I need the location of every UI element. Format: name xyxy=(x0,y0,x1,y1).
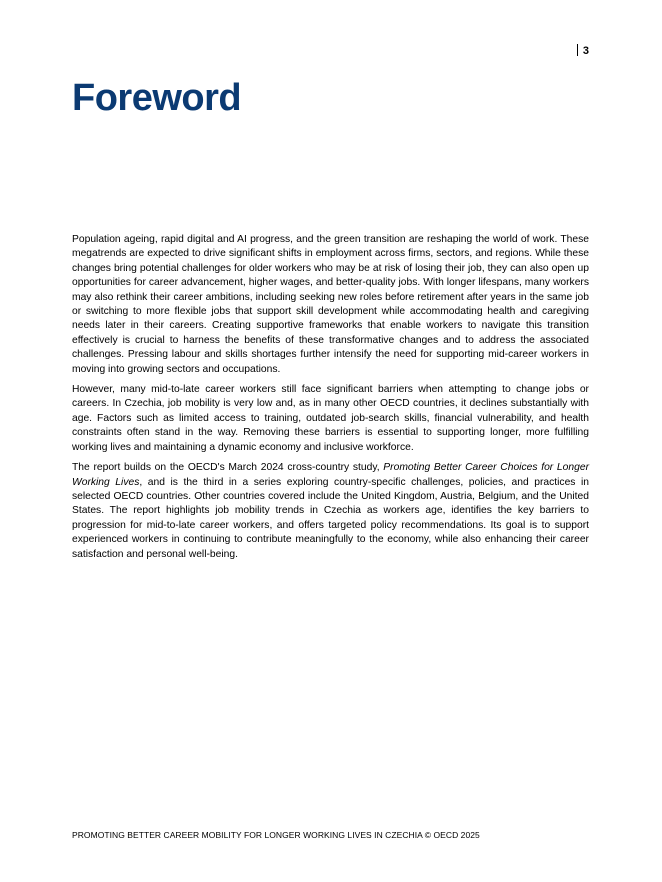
page-title: Foreword xyxy=(72,77,242,119)
paragraph-3-intro: The report builds on the OECD's March 2024 cross-country study, xyxy=(72,462,384,474)
paragraph-2: However, many mid-to-late career workers still face significant barriers when attempting to change jobs or careers. In Czechia, job mobility is very low and, as in many other OECD countries, it declines substantially with age. Factors such as limited access to training, outdated job-search skills, financial vulnerability, and health constraints often stand in the way. Removing these barriers is essential to supporting longer, more fulfilling working lives and maintaining a dynamic economy and inclusive workforce. xyxy=(72,384,589,453)
paragraph-3 xyxy=(72,461,589,562)
paragraph-1: Population ageing, rapid digital and AI progress, and the green transition are reshaping the world of work. These megatrends are expected to drive significant shifts in employment across firms, sectors, and regions. While these changes bring potential challenges for older workers who may be at risk of losing their job, they can also open up opportunities for career advancement, higher wages, and better-quality jobs. With longer lifespans, many workers may also rethink their career ambitions, including seeking new roles before retirement after years in the same job or switching to more flexible jobs that support skill development while accommodating health and caregiving needs later in their careers. Creating supportive frameworks that enable workers to navigate this transition effectively is crucial to harness the benefits of these transformative changes and to address the associated challenges. Pressing labour and skills shortages further intensify the need for supporting mid-career workers in moving into growing sectors and occupations. xyxy=(72,234,589,375)
paragraph-3-rest: , and is the third in a series exploring country-specific challenges, policies, and practices in selected OECD countries. Other countries covered include the United Kingdom, Austria, Belgium, and the United States. The report highlights job mobility trends in Czechia as workers age, identifies the key barriers to progression for mid-to-late career workers, and offers targeted policy recommendations. Its goal is to support experienced workers in continuing to contribute meaningfully to the economy, while also enhancing their career satisfaction and personal well-being. xyxy=(72,476,589,560)
foreword-body xyxy=(72,233,589,568)
page-number xyxy=(577,44,589,58)
page-number-divider xyxy=(577,44,578,56)
page-number-value: 3 xyxy=(582,45,589,57)
study-title: Promoting Better Career Choices for Longer Working Lives xyxy=(72,462,589,488)
page-footer: PROMOTING BETTER CAREER MOBILITY FOR LONGER WORKING LIVES IN CZECHIA © OECD 2025 xyxy=(72,830,480,840)
